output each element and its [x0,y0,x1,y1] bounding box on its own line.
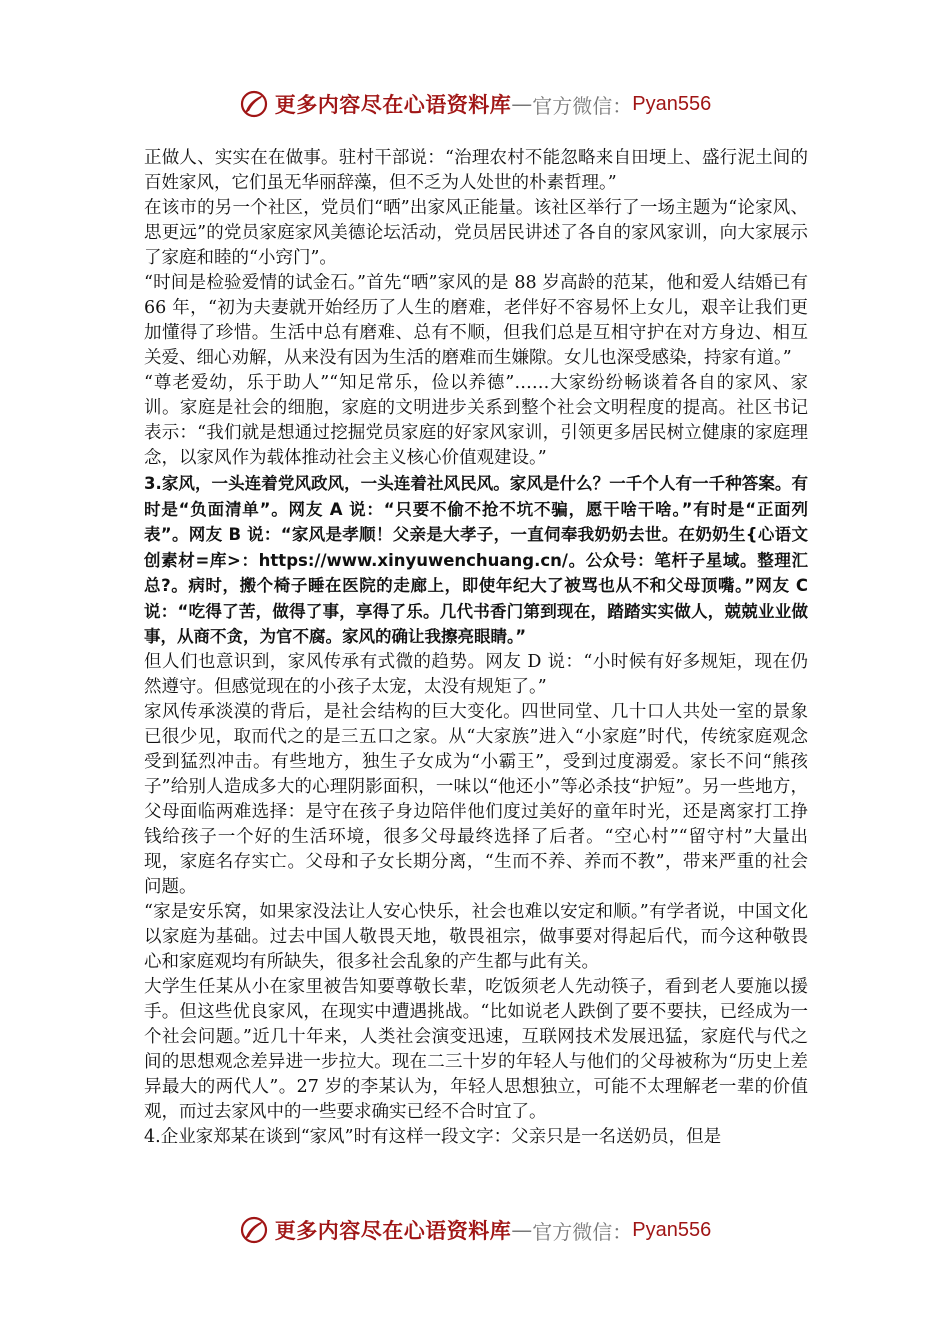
paragraph: 在该市的另一个社区，党员们“晒”出家风正能量。该社区举行了一场主题为“论家风、思更远”的党员家庭家风美德论坛活动，党员居民讲述了各自的家风家训，向大家展示了家庭和睦的“小窍门”。 [144,198,808,268]
paragraph: 正做人、实实在在做事。驻村干部说：“治理农村不能忽略来自田埂上、盛行泥土间的百姓家风，它们虽无华丽辞藻，但不乏为人处世的朴素哲理。” [144,148,808,193]
paragraph: “时间是检验爱情的试金石。”首先“晒”家风的是 88 岁高龄的范某，他和爱人结婚已有 66 年，“初为夫妻就开始经历了人生的磨难，老伴好不容易怀上女儿，艰辛让我们更加懂得了珍惜。生活中总有磨难、总有不顺，但我们总是互相守护在对方身边、相互关爱、细心劝解，从来没有因为生活的磨难而生嫌隙。女儿也深受感染，持家有道。” [144,273,808,368]
banner-text: 更多内容尽在心语资料库 [274,93,512,117]
banner-text: 更多内容尽在心语资料库 [274,1219,512,1243]
banner-wechat-label: 官方微信： [532,93,633,118]
header-banner [0,84,950,124]
banner-separator: — [511,1218,533,1242]
paragraph: 但人们也意识到，家风传承有式微的趋势。网友 D 说：“小时候有好多规矩，现在仍然遵守。但感觉现在的小孩子太宠，太没有规矩了。” [144,651,808,697]
paragraph: “尊老爱幼，乐于助人”“知足常乐，俭以养德”……大家纷纷畅谈着各自的家风、家训。家庭是社会的细胞，家庭的文明进步关系到整个社会文明程度的提高。社区书记表示：“我们就是想通过挖掘党员家庭的好家风家训，引领更多居民树立健康的家庭理念，以家风作为载体推动社会主义核心价值观建设。” [144,373,808,468]
pen-brush-logo-icon [239,1215,269,1245]
document-body [144,146,808,1150]
banner-wechat-id: Pyan556 [632,1218,712,1241]
paragraph-section-3: 3.家风，一头连着党风政风，一头连着社风民风。家风是什么？一千个人有一千种答案。有时是“负面清单”。网友 A 说：“只要不偷不抢不坑不骗，愿干啥干啥。”有时是“正面列表”。网友 B 说：“家风是孝顺！父亲是大孝子，一直伺奉我奶奶去世。在奶奶生{心语文创素材=库>：https://www.xinyuwenchuang.cn/。公众号：笔杆子星域。整理汇总?。病时，搬个椅子睡在医院的走廊上，即使年纪大了被骂也从不和父母顶嘴。”网友 C 说：“吃得了苦，做得了事，享得了乐。几代书香门第到现在，踏踏实实做人，兢兢业业做事，从商不贪，为官不腐。家风的确让我擦亮眼睛。” [144,474,808,646]
paragraph-section-4: 4.企业家郑某在谈到“家风”时有这样一段文字：父亲只是一名送奶员，但是 [144,1126,722,1147]
banner-separator: — [511,92,533,116]
pen-brush-logo-icon [239,89,269,119]
paragraph: 大学生任某从小在家里被告知要尊敬长辈，吃饭须老人先动筷子，看到老人要施以援手。但这些优良家风，在现实中遭遇挑战。“比如说老人跌倒了要不要扶，已经成为一个社会问题。”近几十年来，人类社会演变迅速，互联网技术发展迅猛，家庭代与代之间的思想观念差异进一步拉大。现在二三十岁的年轻人与他们的父母被称为“历史上差异最大的两代人”。27 岁的李某认为，年轻人思想独立，可能不太理解老一辈的价值观，而过去家风中的一些要求确实已经不合时宜了。 [144,976,808,1122]
banner-wechat-label: 官方微信： [532,1219,633,1244]
footer-banner [0,1210,950,1250]
paragraph: 家风传承淡漠的背后，是社会结构的巨大变化。四世同堂、几十口人共处一室的景象已很少见，取而代之的是三五口之家。从“大家族”进入“小家庭”时代，传统家庭观念受到猛烈冲击。有些地方，独生子女成为“小霸王”，受到过度溺爱。家长不问“熊孩子”给别人造成多大的心理阴影面积，一味以“他还小”等必杀技“护短”。另一些地方，父母面临两难选择：是守在孩子身边陪伴他们度过美好的童年时光，还是离家打工挣钱给孩子一个好的生活环境，很多父母最终选择了后者。“空心村”“留守村”大量出现，家庭名存实亡。父母和子女长期分离，“生而不养、养而不教”，带来严重的社会问题。 [144,701,808,897]
banner-wechat-id: Pyan556 [632,92,712,115]
paragraph: “家是安乐窝，如果家没法让人安心快乐，社会也难以安定和顺。”有学者说，中国文化以家庭为基础。过去中国人敬畏天地，敬畏祖宗，做事要对得起后代，而今这种敬畏心和家庭观均有所缺失，很多社会乱象的产生都与此有关。 [144,901,808,972]
